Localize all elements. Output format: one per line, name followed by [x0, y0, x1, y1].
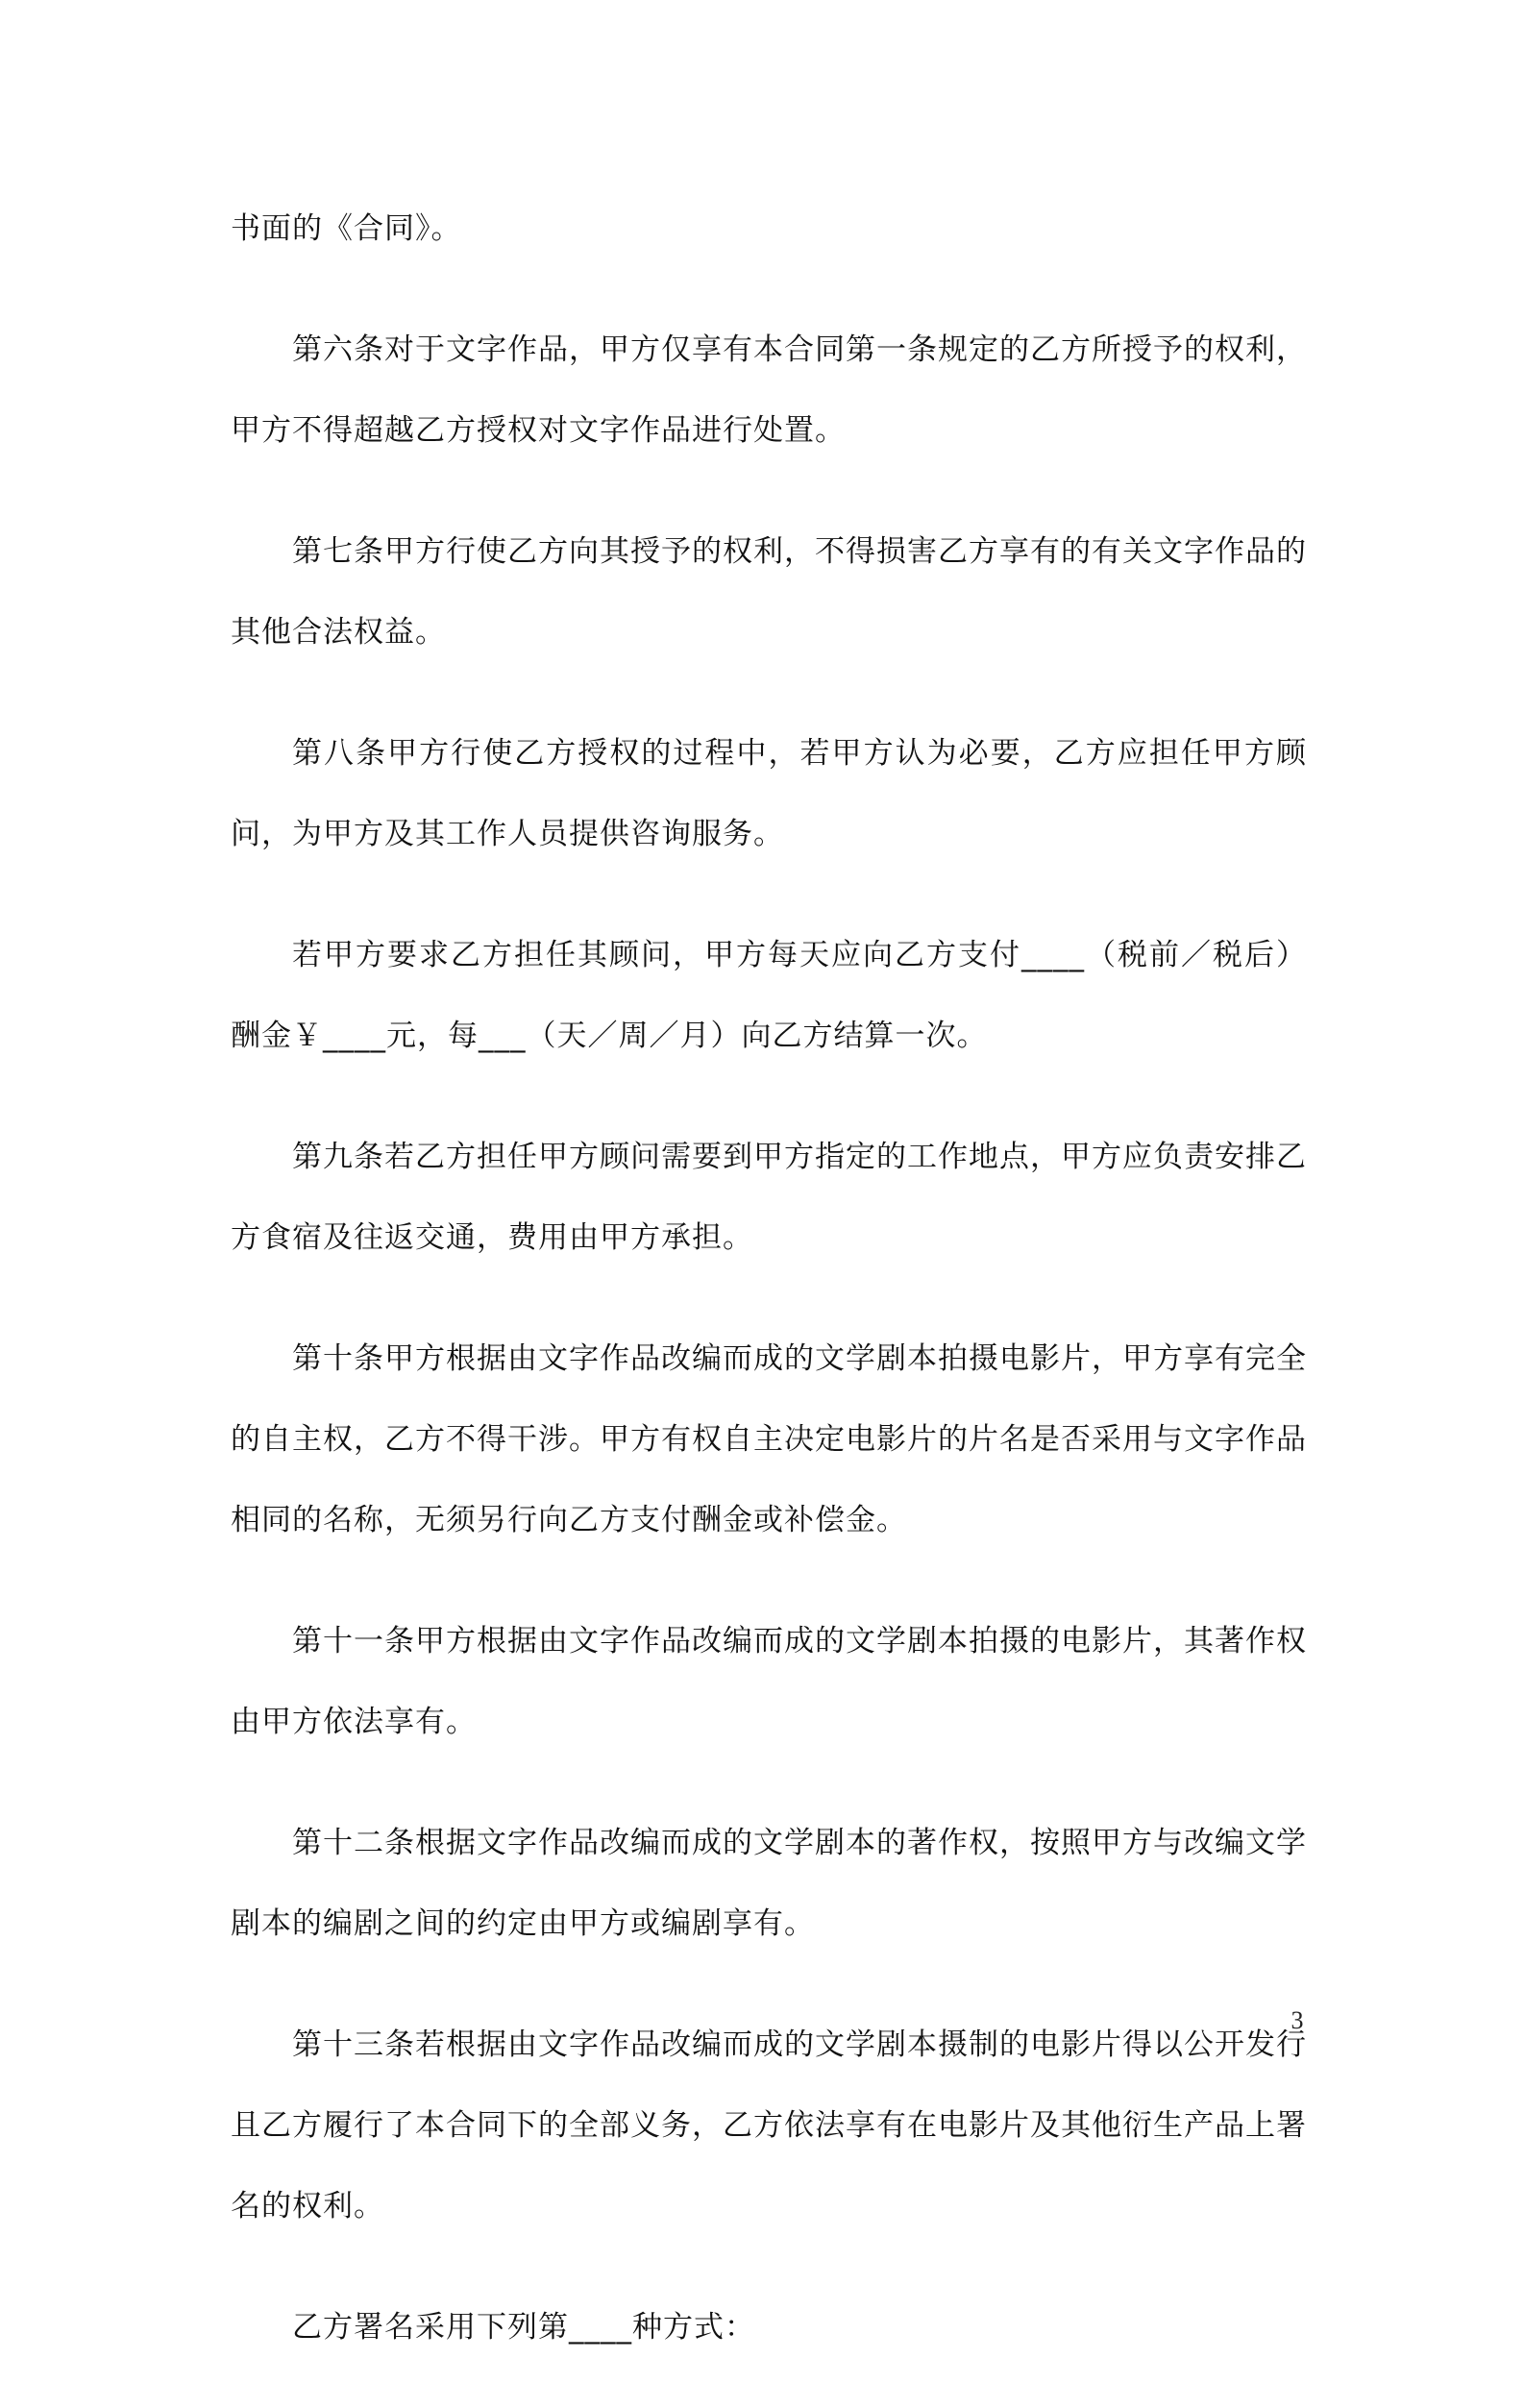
- paragraph-article-8: 第八条甲方行使乙方授权的过程中，若甲方认为必要，乙方应担任甲方顾问，为甲方及其工作人员提供咨询服务。: [231, 736, 1307, 851]
- paragraph-signature-method: 乙方署名采用下列第____种方式：: [292, 2310, 755, 2345]
- paragraph-article-10: 第十条甲方根据由文字作品改编而成的文学剧本拍摄电影片，甲方享有完全的自主权，乙方不得干涉。甲方有权自主决定电影片的片名是否采用与文字作品相同的名称，无须另行向乙方支付酬金或补偿金。: [231, 1341, 1307, 1537]
- paragraph-article-11: 第十一条甲方根据由文字作品改编而成的文学剧本拍摄的电影片，其著作权由甲方依法享有。: [231, 1624, 1307, 1739]
- paragraph-article-7: 第七条甲方行使乙方向其授予的权利，不得损害乙方享有的有关文字作品的其他合法权益。: [231, 534, 1307, 650]
- paragraph-article-13: 第十三条若根据由文字作品改编而成的文学剧本摄制的电影片得以公开发行且乙方履行了本合同下的全部义务，乙方依法享有在电影片及其他衍生产品上署名的权利。: [231, 2027, 1307, 2224]
- paragraph-contract-continuation: 书面的《合同》。: [231, 211, 462, 246]
- paragraph-article-9: 第九条若乙方担任甲方顾问需要到甲方指定的工作地点，甲方应负责安排乙方食宿及往返交通，费用由甲方承担。: [231, 1140, 1307, 1255]
- page-number: 3: [1290, 2006, 1304, 2034]
- paragraph-consultant-fee: 若甲方要求乙方担任其顾问，甲方每天应向乙方支付____（税前／税后）酬金￥____元，每___（天／周／月）向乙方结算一次。: [231, 938, 1307, 1053]
- paragraph-article-12: 第十二条根据文字作品改编而成的文学剧本的著作权，按照甲方与改编文学剧本的编剧之间的约定由甲方或编剧享有。: [231, 1826, 1307, 1941]
- document-body: [231, 188, 1307, 2408]
- paragraph-article-6: 第六条对于文字作品，甲方仅享有本合同第一条规定的乙方所授予的权利，甲方不得超越乙方授权对文字作品进行处置。: [231, 332, 1307, 448]
